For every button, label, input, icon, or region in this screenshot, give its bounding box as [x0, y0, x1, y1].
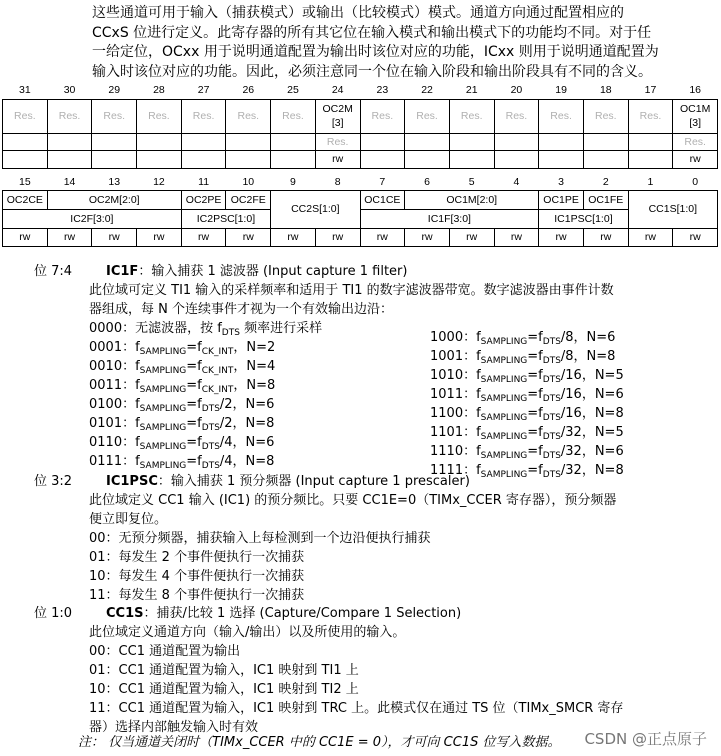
- reserved-cell: Res.: [3, 99, 48, 133]
- reserved-cell: Res.: [226, 99, 271, 133]
- empty-cell: [47, 150, 92, 168]
- empty-cell: [628, 133, 673, 150]
- text: 1101：f: [430, 425, 481, 440]
- text: 0011：f: [89, 378, 140, 393]
- empty-cell: [449, 150, 494, 168]
- text: 频率进行采样: [239, 321, 323, 336]
- bit-number: 6: [405, 174, 450, 190]
- subscript: SAMPLING: [139, 461, 187, 471]
- subscript: DTS: [201, 442, 220, 452]
- field-cc2s: CC2S[1:0]: [271, 190, 360, 228]
- filter-options-right: [430, 319, 624, 480]
- text: =f: [527, 330, 543, 345]
- filter-option: [430, 423, 624, 442]
- section-heading: [34, 262, 714, 281]
- field-oc1m: OC1M[2:0]: [405, 190, 539, 209]
- text: /32，N=5: [560, 425, 624, 440]
- filter-option: [89, 357, 430, 376]
- filter-option: [89, 452, 430, 471]
- bit-number: 31: [3, 82, 48, 99]
- field-ic1psc: IC1PSC[1:0]: [539, 209, 628, 228]
- empty-cell: [583, 133, 628, 150]
- text: /16，N=5: [560, 368, 624, 383]
- access-rw: rw: [137, 228, 182, 246]
- filter-option: [89, 376, 430, 395]
- text: =f: [186, 340, 202, 355]
- text: 0001：f: [89, 340, 140, 355]
- empty-cell: [628, 150, 673, 168]
- subscript: SAMPLING: [480, 337, 528, 347]
- bit-number: 29: [92, 82, 137, 99]
- watermark: CSDN @正点原子: [584, 730, 707, 748]
- empty-cell: [47, 133, 92, 150]
- text: /4，N=8: [219, 454, 275, 469]
- empty-cell: [271, 133, 316, 150]
- text: 0110：f: [89, 435, 140, 450]
- empty-cell: [137, 150, 182, 168]
- empty-cell: [494, 133, 539, 150]
- access-rw: rw: [539, 228, 584, 246]
- option-line: 器）选择内部触发输入时有效: [89, 720, 259, 735]
- field-name: CC1S: [106, 606, 144, 621]
- access-rw: rw: [360, 228, 405, 246]
- reserved-cell: Res.: [137, 99, 182, 133]
- text: /32，N=8: [560, 463, 624, 478]
- intro-line: 这些通道可用于输入（捕获模式）或输出（比较模式）模式。通道方向通过配置相应的: [92, 5, 624, 21]
- bit-number: 21: [449, 82, 494, 99]
- filter-option: [89, 414, 430, 433]
- text: 0100：f: [89, 397, 140, 412]
- text: =f: [527, 349, 543, 364]
- subscript: SAMPLING: [480, 413, 528, 423]
- reserved-cell: Res.: [47, 99, 92, 133]
- bit-number: 14: [47, 174, 92, 190]
- subscript: SAMPLING: [480, 394, 528, 404]
- text: =f: [186, 397, 202, 412]
- subscript: DTS: [542, 432, 561, 442]
- subscript: DTS: [542, 356, 561, 366]
- intro-line: CCxS 位进行定义。此寄存器的所有其它位在输入模式和输出模式下的功能均不同。对于任: [92, 24, 652, 41]
- bit-number: 2: [583, 174, 628, 190]
- bit-range: 位 3:2: [34, 474, 73, 489]
- text: =f: [527, 406, 543, 421]
- text: /2，N=8: [219, 416, 275, 431]
- bit-number: 8: [315, 174, 360, 190]
- text: =f: [527, 368, 543, 383]
- subscript: DTS: [542, 413, 561, 423]
- subscript: SAMPLING: [480, 470, 528, 480]
- empty-cell: [181, 133, 226, 150]
- empty-cell: [360, 150, 405, 168]
- text: =f: [527, 463, 543, 478]
- note: 注： 仅当通道关闭时（TIMx_CCER 中的 CC1E = 0），才可向 CC1S 位写入数据。: [78, 735, 561, 750]
- text: ，N=2: [233, 340, 276, 355]
- filter-option: [430, 404, 624, 423]
- option-line: 01：CC1 通道配置为输入，IC1 映射到 TI1 上: [89, 663, 359, 678]
- field-ic2f: IC2F[3:0]: [3, 209, 182, 228]
- subscript: SAMPLING: [139, 385, 187, 395]
- access-rw: rw: [181, 228, 226, 246]
- option-line: 10：CC1 通道配置为输入，IC1 映射到 TI2 上: [89, 682, 359, 697]
- bit-number: 3: [539, 174, 584, 190]
- access-rw: rw: [583, 228, 628, 246]
- empty-cell: [226, 133, 271, 150]
- reserved-cell: Res.: [360, 99, 405, 133]
- reserved-cell: Res.: [628, 99, 673, 133]
- text: 0101：f: [89, 416, 140, 431]
- intro-line: 一给定位，OCxx 用于说明通道配置为输出时该位对应的功能，ICxx 则用于说明通道配置为: [92, 44, 659, 61]
- access-rw: rw: [315, 228, 360, 246]
- section-heading: [34, 472, 714, 491]
- text: /2，N=6: [219, 397, 275, 412]
- bit-number: 17: [628, 82, 673, 99]
- bit-number: 24: [315, 82, 360, 99]
- option-line: 11：CC1 通道配置为输入，IC1 映射到 TRC 上。此模式仅在通过 TS 位（TIMx_SMCR 寄存: [89, 701, 624, 716]
- bit-number: 0: [673, 174, 718, 190]
- text: /32，N=6: [560, 444, 624, 459]
- description: 此位域定义通道方向（输入/输出）以及所使用的输入。: [89, 625, 406, 640]
- field-oc2fe: OC2FE: [226, 190, 271, 209]
- access-rw: rw: [271, 228, 316, 246]
- empty-cell: [3, 150, 48, 168]
- field-oc2pe: OC2PE: [181, 190, 226, 209]
- field-cc1s: CC1S[1:0]: [628, 190, 717, 228]
- subscript: SAMPLING: [139, 442, 187, 452]
- subscript: SAMPLING: [480, 432, 528, 442]
- text: 1100：f: [430, 406, 481, 421]
- access-rw: rw: [47, 228, 92, 246]
- subscript: SAMPLING: [480, 451, 528, 461]
- text: =f: [186, 454, 202, 469]
- empty-cell: [405, 133, 450, 150]
- access-rw: rw: [449, 228, 494, 246]
- filter-option: [430, 366, 624, 385]
- subscript: SAMPLING: [139, 404, 187, 414]
- text: ，N=8: [233, 378, 276, 393]
- empty-cell: [539, 133, 584, 150]
- empty-cell: [137, 133, 182, 150]
- bit-number: 22: [405, 82, 450, 99]
- bit-number: 30: [47, 82, 92, 99]
- section-ic1psc: [34, 472, 714, 605]
- empty-cell: [360, 133, 405, 150]
- text: =f: [186, 359, 202, 374]
- field-name: IC1F: [106, 264, 139, 279]
- empty-cell: [494, 150, 539, 168]
- intro-paragraph: [92, 4, 717, 82]
- subscript: DTS: [221, 328, 240, 338]
- bit-number: 5: [449, 174, 494, 190]
- bit-number: 7: [360, 174, 405, 190]
- reserved-cell: Res.: [92, 99, 137, 133]
- filter-option: [430, 347, 624, 366]
- bit-number: 15: [3, 174, 48, 190]
- empty-cell: [3, 133, 48, 150]
- subscript: DTS: [201, 461, 220, 471]
- bit-number: 11: [181, 174, 226, 190]
- subscript: SAMPLING: [139, 423, 187, 433]
- subscript: DTS: [201, 404, 220, 414]
- reserved-cell: Res.: [449, 99, 494, 133]
- option-line: 11：每发生 8 个事件便执行一次捕获: [89, 588, 305, 603]
- reserved-cell: Res.: [405, 99, 450, 133]
- bit-number: 28: [137, 82, 182, 99]
- text: 0010：f: [89, 359, 140, 374]
- subscript: DTS: [542, 375, 561, 385]
- field-title: ：输入捕获 1 预分频器 (Input capture 1 prescaler): [157, 474, 470, 489]
- access-rw: rw: [3, 228, 48, 246]
- access-rw: rw: [494, 228, 539, 246]
- subscript: DTS: [542, 337, 561, 347]
- text: /16，N=6: [560, 387, 624, 402]
- option-line: 01：每发生 2 个事件便执行一次捕获: [89, 550, 305, 565]
- option-line: 10：每发生 4 个事件便执行一次捕获: [89, 569, 305, 584]
- bit-number: 16: [673, 82, 718, 99]
- subscript: CK_INT: [201, 347, 234, 357]
- bit-number: 26: [226, 82, 271, 99]
- bit-number: 12: [137, 174, 182, 190]
- text: 0111：f: [89, 454, 140, 469]
- section-heading: [34, 604, 714, 623]
- text: 1011：f: [430, 387, 481, 402]
- empty-cell: [226, 150, 271, 168]
- text: /8，N=6: [560, 330, 616, 345]
- bit-number: 4: [494, 174, 539, 190]
- bit-number: 23: [360, 82, 405, 99]
- subscript: SAMPLING: [139, 347, 187, 357]
- filter-option: [430, 328, 624, 347]
- reserved-cell: Res.: [539, 99, 584, 133]
- access-rw: rw: [628, 228, 673, 246]
- text: ，N=4: [233, 359, 276, 374]
- subscript: DTS: [201, 423, 220, 433]
- field-title: ：捕获/比较 1 选择 (Capture/Compare 1 Selection): [143, 606, 462, 621]
- bit-number: 1: [628, 174, 673, 190]
- filter-option: [89, 395, 430, 414]
- text: /8，N=8: [560, 349, 616, 364]
- field-oc2ce: OC2CE: [3, 190, 48, 209]
- filter-option: [89, 319, 430, 338]
- reserved-cell: Res.: [271, 99, 316, 133]
- reserved-cell: Res.: [181, 99, 226, 133]
- reserved-cell: Res.: [583, 99, 628, 133]
- bit-range: 位 1:0: [34, 606, 73, 621]
- text: =f: [527, 425, 543, 440]
- bit-number: 20: [494, 82, 539, 99]
- text: /4，N=6: [219, 435, 275, 450]
- text: 1001：f: [430, 349, 481, 364]
- field-oc1ce: OC1CE: [360, 190, 405, 209]
- text: =f: [186, 435, 202, 450]
- description: 器组成，每 N 个连续事件才视为一个有效输出边沿：: [89, 302, 393, 317]
- subscript: CK_INT: [201, 366, 234, 376]
- field-oc2m: OC2M[2:0]: [47, 190, 181, 209]
- bit-range: 位 7:4: [34, 264, 73, 279]
- field-title: ：输入捕获 1 滤波器 (Input capture 1 filter): [138, 264, 408, 279]
- subscript: DTS: [542, 394, 561, 404]
- field-ic2psc: IC2PSC[1:0]: [181, 209, 270, 228]
- text: 1110：f: [430, 444, 481, 459]
- text: /16，N=8: [560, 406, 624, 421]
- reserved-cell: Res.: [494, 99, 539, 133]
- field-oc2m-3: OC2M [3]: [315, 99, 360, 133]
- bit-number: 9: [271, 174, 316, 190]
- text: =f: [186, 378, 202, 393]
- access-rw: rw: [92, 228, 137, 246]
- text: 0000：无滤波器，按 f: [89, 321, 222, 336]
- reserved-cell: Res.: [673, 133, 718, 150]
- section-ic1f: [34, 262, 714, 480]
- subscript: SAMPLING: [480, 356, 528, 366]
- access-rw: rw: [673, 150, 718, 168]
- option-line: 00：CC1 通道配置为输出: [89, 644, 241, 659]
- description: 此位域定义 CC1 输入 (IC1) 的预分频比。只要 CC1E=0（TIMx_CCER 寄存器），预分频器: [89, 493, 617, 508]
- reserved-cell: Res.: [315, 133, 360, 150]
- filter-option: [89, 433, 430, 452]
- description: 便立即复位。: [89, 512, 168, 527]
- subscript: SAMPLING: [139, 366, 187, 376]
- empty-cell: [92, 150, 137, 168]
- empty-cell: [449, 133, 494, 150]
- filter-option: [430, 385, 624, 404]
- text: 1111：f: [430, 463, 481, 478]
- field-oc1fe: OC1FE: [583, 190, 628, 209]
- subscript: DTS: [542, 470, 561, 480]
- filter-options-left: [89, 319, 430, 480]
- bit-number: 18: [583, 82, 628, 99]
- access-rw: rw: [226, 228, 271, 246]
- intro-line: 输入时该位对应的功能。因此，必须注意同一个位在输入阶段和输出阶段具有不同的含义。: [92, 63, 652, 80]
- access-rw: rw: [673, 228, 718, 246]
- register-table-upper: [2, 82, 718, 169]
- bit-number: 13: [92, 174, 137, 190]
- subscript: SAMPLING: [480, 375, 528, 385]
- access-rw: rw: [405, 228, 450, 246]
- bit-number: 10: [226, 174, 271, 190]
- bit-number: 25: [271, 82, 316, 99]
- bit-number: 19: [539, 82, 584, 99]
- filter-option: [430, 442, 624, 461]
- register-table-lower: [2, 174, 718, 247]
- subscript: DTS: [542, 451, 561, 461]
- empty-cell: [583, 150, 628, 168]
- access-rw: rw: [315, 150, 360, 168]
- empty-cell: [181, 150, 226, 168]
- filter-option: [89, 338, 430, 357]
- field-oc1m-3: OC1M [3]: [673, 99, 718, 133]
- text: =f: [527, 387, 543, 402]
- text: =f: [186, 416, 202, 431]
- field-name: IC1PSC: [106, 474, 158, 489]
- subscript: CK_INT: [201, 385, 234, 395]
- option-line: 00：无预分频器，捕获输入上每检测到一个边沿便执行捕获: [89, 531, 431, 546]
- empty-cell: [271, 150, 316, 168]
- description: 此位域可定义 TI1 输入的采样频率和适用于 TI1 的数字滤波器带宽。数字滤波器由事件计数: [89, 283, 614, 298]
- field-ic1f: IC1F[3:0]: [360, 209, 539, 228]
- bit-number: 27: [181, 82, 226, 99]
- text: 1000：f: [430, 330, 481, 345]
- empty-cell: [92, 133, 137, 150]
- empty-cell: [405, 150, 450, 168]
- text: 1010：f: [430, 368, 481, 383]
- section-cc1s: [34, 604, 714, 737]
- field-oc1pe: OC1PE: [539, 190, 584, 209]
- empty-cell: [539, 150, 584, 168]
- text: =f: [527, 444, 543, 459]
